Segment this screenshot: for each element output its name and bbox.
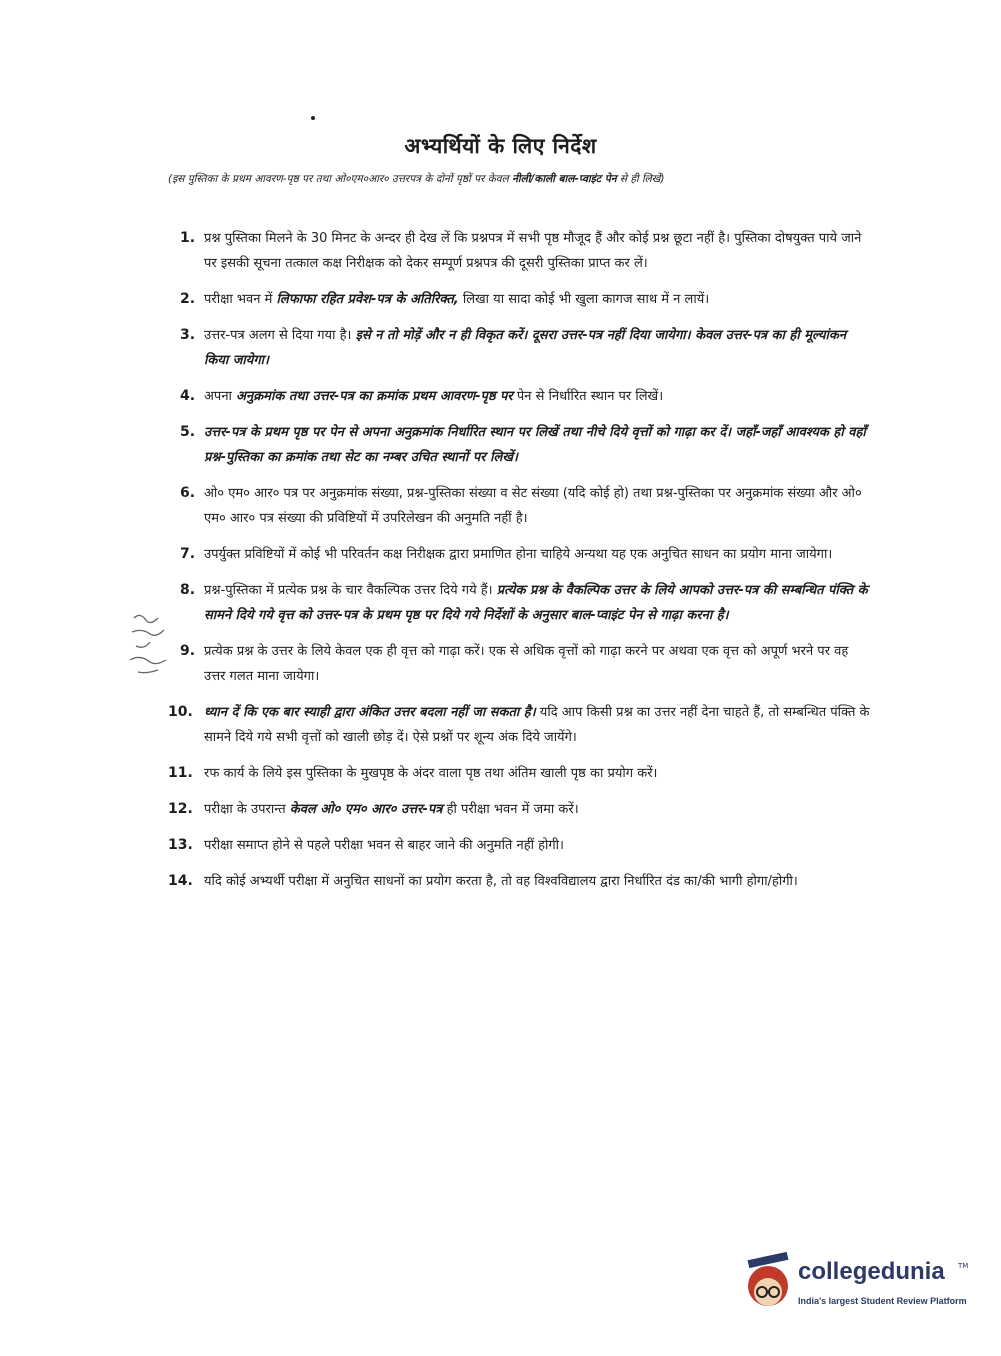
instruction-item [168, 761, 870, 786]
logo-tagline: India's largest Student Review Platform [798, 1296, 967, 1306]
instruction-item [168, 797, 870, 822]
instruction-item [180, 287, 870, 312]
instruction-number: 14. [168, 873, 193, 889]
margin-scribble [128, 610, 170, 680]
instruction-number: 4. [180, 388, 196, 404]
instruction-text: प्रश्न-पुस्तिका में प्रत्येक प्रश्न के चार वैकल्पिक उत्तर दिये गये हैं। [204, 583, 493, 598]
instruction-item [180, 481, 870, 531]
logo-wordmark: collegedunia [798, 1258, 945, 1285]
instruction-text: पेन से निर्धारित स्थान पर लिखें। [516, 389, 664, 404]
instruction-text: लिखा या सादा कोई भी खुला कागज साथ में न लायें। [462, 292, 710, 307]
ink-dot [311, 116, 315, 120]
instruction-bold-text: उत्तर-पत्र के प्रथम पृष्ठ पर पेन से अपना अनुक्रमांक निर्धारित स्थान पर लिखें तथा नीचे दिये वृत्तों को गाढ़ा कर दें। जहाँ-जहाँ आवश्यक हो वहाँ प्रश्न-पुस्तिका का क्रमांक तथा सेट का नम्बर उचित स्थानों पर लिखें। [204, 425, 866, 465]
instruction-number: 12. [168, 801, 193, 817]
instruction-number: 2. [180, 291, 196, 307]
collegedunia-mascot-icon [742, 1250, 802, 1320]
instruction-number: 1. [180, 230, 196, 246]
subtitle-bold: नीली/काली बाल-प्वाइंट पेन [512, 173, 617, 185]
instruction-text: यदि आप किसी प्रश्न का उत्तर नहीं देना चाहते हैं, तो सम्बन्धित पंक्ति के सामने दिये गये सभी वृत्तों को खाली छोड़ दें। ऐसे प्रश्नों पर शून्य अंक दिये जायेंगे। [204, 705, 870, 745]
instruction-number: 11. [168, 765, 193, 781]
instruction-text: प्रत्येक प्रश्न के उत्तर के लिये केवल एक ही वृत्त को गाढ़ा करें। एक से अधिक वृत्तों को गाढ़ा करने पर अथवा एक वृत्त को अपूर्ण भरने पर वह उत्तर गलत माना जायेगा। [204, 644, 849, 684]
instruction-number: 13. [168, 837, 193, 853]
instruction-item [180, 323, 870, 373]
instruction-item [168, 869, 870, 894]
instruction-number: 7. [180, 546, 196, 562]
instruction-text: रफ कार्य के लिये इस पुस्तिका के मुखपृष्ठ के अंदर वाला पृष्ठ तथा अंतिम खाली पृष्ठ का प्रयोग करें। [204, 766, 658, 781]
instruction-text: प्रश्न पुस्तिका मिलने के 30 मिनट के अन्दर ही देख लें कि प्रश्नपत्र में सभी पृष्ठ मौजूद हैं और कोई प्रश्न छूटा नहीं है। पुस्तिका दोषयुक्त पाये जाने पर इसकी सूचना तत्काल कक्ष निरीक्षक को देकर सम्पूर्ण प्रश्नपत्र की दूसरी पुस्तिका प्राप्त कर लें। [204, 231, 862, 271]
instruction-item [180, 384, 870, 409]
instruction-number: 6. [180, 485, 196, 501]
instruction-number: 5. [180, 424, 196, 440]
page-title: अभ्यर्थियों के लिए निर्देश [404, 134, 597, 158]
instruction-item [180, 226, 870, 276]
instruction-item [180, 639, 870, 689]
instruction-number: 9. [180, 643, 196, 659]
subtitle [168, 172, 868, 186]
logo-trademark: TM [958, 1262, 969, 1270]
instruction-text: उपर्युक्त प्रविष्टियों में कोई भी परिवर्तन कक्ष निरीक्षक द्वारा प्रमाणित होना चाहिये अन्यथा यह एक अनुचित साधन का प्रयोग माना जायेगा। [204, 547, 833, 562]
instruction-text: यदि कोई अभ्यर्थी परीक्षा में अनुचित साधनों का प्रयोग करता है, तो वह विश्वविद्यालय द्वारा निर्धारित दंड का/की भागी होगा/होगी। [204, 874, 798, 889]
instruction-text: ही परीक्षा भवन में जमा करें। [446, 802, 579, 817]
instruction-item [168, 700, 870, 750]
instruction-bold-text: अनुक्रमांक तथा उत्तर-पत्र का क्रमांक प्रथम आवरण-पृष्ठ पर [236, 389, 513, 404]
instruction-number: 8. [180, 582, 196, 598]
instruction-bold-text: लिफाफा रहित प्रवेश-पत्र के अतिरिक्त, [276, 292, 459, 307]
instruction-item [168, 833, 870, 858]
instruction-list [168, 226, 870, 905]
instruction-number: 10. [168, 704, 193, 720]
instruction-bold-text: प्रत्येक प्रश्न के वैकल्पिक उत्तर के लिये आपको उत्तर-पत्र की सम्बन्धित पंक्ति के सामने दिये गये वृत्त को उत्तर-पत्र के प्रथम पृष्ठ पर दिये गये निर्देशों के अनुसार बाल-प्वाइंट पेन से गाढ़ा करना है। [204, 583, 868, 623]
instruction-text: ओ० एम० आर० पत्र पर अनुक्रमांक संख्या, प्रश्न-पुस्तिका संख्या व सेट संख्या (यदि कोई हो) तथा प्रश्न-पुस्तिका पर अनुक्रमांक संख्या और ओ० एम० आर० पत्र संख्या की प्रविष्टियों में उपरिलेखन की अनुमति नहीं है। [204, 486, 862, 526]
instruction-text: उत्तर-पत्र अलग से दिया गया है। [204, 328, 352, 343]
instruction-bold-text: ध्यान दें कि एक बार स्याही द्वारा अंकित उत्तर बदला नहीं जा सकता है। [204, 705, 536, 720]
instruction-bold-text: इसे न तो मोड़ें और न ही विकृत करें। दूसरा उत्तर-पत्र नहीं दिया जायेगा। केवल उत्तर-पत्र का ही मूल्यांकन किया जायेगा। [204, 328, 847, 368]
instruction-text: परीक्षा समाप्त होने से पहले परीक्षा भवन से बाहर जाने की अनुमति नहीं होगी। [204, 838, 564, 853]
instruction-number: 3. [180, 327, 196, 343]
instruction-bold-text: केवल ओ० एम० आर० उत्तर-पत्र [289, 802, 443, 817]
instruction-text: अपना [204, 389, 232, 404]
instruction-item [180, 542, 870, 567]
subtitle-prefix: (इस पुस्तिका के प्रथम आवरण-पृष्ठ पर तथा ओ०एम०आर० उत्तरपत्र के दोनों पृष्ठों पर केवल [168, 173, 509, 185]
instruction-text: परीक्षा के उपरान्त [204, 802, 286, 817]
instruction-item [180, 420, 870, 470]
instruction-item [180, 578, 870, 628]
instruction-text: परीक्षा भवन में [204, 292, 273, 307]
subtitle-suffix: से ही लिखें) [619, 173, 665, 185]
